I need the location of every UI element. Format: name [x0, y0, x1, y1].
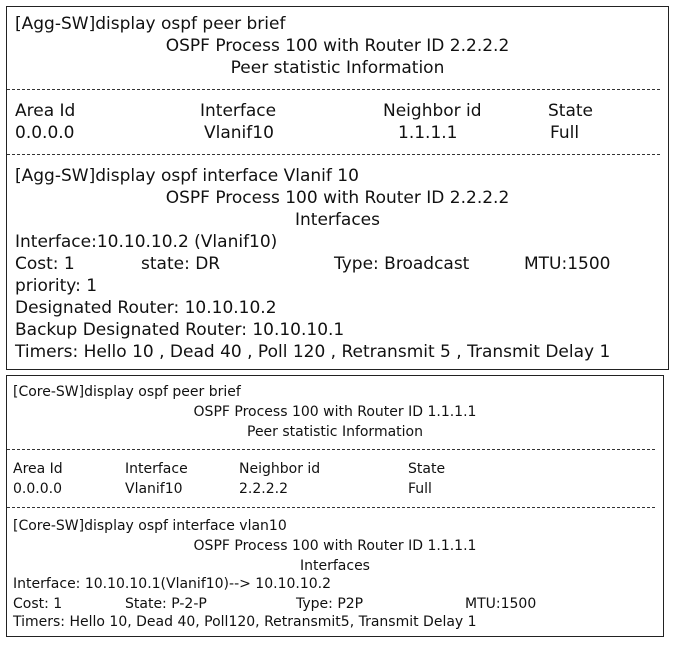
agg-cell-state: Full — [550, 123, 580, 143]
core-cell-state: Full — [408, 481, 432, 497]
agg-cell-neighbor-id: 1.1.1.1 — [398, 123, 458, 143]
core-col-state: State — [408, 461, 446, 477]
agg-col-interface: Interface — [200, 101, 277, 121]
core-divider-2 — [7, 507, 655, 508]
agg-cost: Cost: 1 — [15, 254, 75, 274]
core-type: Type: P2P — [296, 596, 364, 612]
core-process-header-2: OSPF Process 100 with Router ID 1.1.1.1 — [193, 538, 477, 554]
core-divider-1 — [7, 449, 655, 450]
core-interface-line: Interface: 10.10.10.1(Vlanif10)--> 10.10.10.2 — [13, 576, 332, 592]
core-timers: Timers: Hello 10, Dead 40, Poll120, Retransmit5, Transmit Delay 1 — [13, 614, 477, 630]
agg-col-neighbor-id: Neighbor id — [383, 101, 482, 121]
agg-divider-2 — [7, 154, 660, 155]
agg-col-area-id: Area Id — [15, 101, 76, 121]
core-command-interface: [Core-SW]display ospf interface vlan10 — [13, 518, 287, 534]
core-cell-neighbor-id: 2.2.2.2 — [239, 481, 288, 497]
core-col-interface: Interface — [125, 461, 188, 477]
core-cell-area-id: 0.0.0.0 — [13, 481, 62, 497]
agg-cell-interface: Vlanif10 — [204, 123, 274, 143]
agg-designated-router: Designated Router: 10.10.10.2 — [15, 298, 277, 318]
agg-process-header-2: OSPF Process 100 with Router ID 2.2.2.2 — [165, 188, 510, 208]
agg-timers: Timers: Hello 10 , Dead 40 , Poll 120 , Retransmit 5 , Transmit Delay 1 — [15, 342, 611, 362]
agg-state: state: DR — [141, 254, 221, 274]
core-interfaces-title: Interfaces — [300, 558, 370, 574]
core-state: State: P-2-P — [125, 596, 207, 612]
core-command-peer-brief: [Core-SW]display ospf peer brief — [13, 384, 241, 400]
agg-sw-output-panel — [6, 6, 669, 370]
core-sw-output-panel — [6, 375, 664, 637]
agg-mtu: MTU:1500 — [524, 254, 611, 274]
agg-divider-1 — [7, 89, 660, 90]
core-col-area-id: Area Id — [13, 461, 63, 477]
core-mtu: MTU:1500 — [465, 596, 537, 612]
core-cost: Cost: 1 — [13, 596, 63, 612]
core-process-header: OSPF Process 100 with Router ID 1.1.1.1 — [193, 404, 477, 420]
agg-interface-line: Interface:10.10.10.2 (Vlanif10) — [15, 232, 278, 252]
core-col-neighbor-id: Neighbor id — [239, 461, 321, 477]
agg-type: Type: Broadcast — [334, 254, 470, 274]
agg-col-state: State — [548, 101, 593, 121]
agg-cell-area-id: 0.0.0.0 — [15, 123, 75, 143]
agg-peer-stats-title: Peer statistic Information — [230, 58, 445, 78]
agg-process-header: OSPF Process 100 with Router ID 2.2.2.2 — [165, 36, 510, 56]
agg-backup-designated-router: Backup Designated Router: 10.10.10.1 — [15, 320, 345, 340]
core-peer-stats-title: Peer statistic Information — [247, 424, 423, 440]
core-cell-interface: Vlanif10 — [125, 481, 183, 497]
agg-priority: priority: 1 — [15, 276, 98, 296]
agg-command-peer-brief: [Agg-SW]display ospf peer brief — [15, 14, 286, 34]
agg-command-interface: [Agg-SW]display ospf interface Vlanif 10 — [15, 166, 359, 186]
agg-interfaces-title: Interfaces — [295, 210, 380, 230]
